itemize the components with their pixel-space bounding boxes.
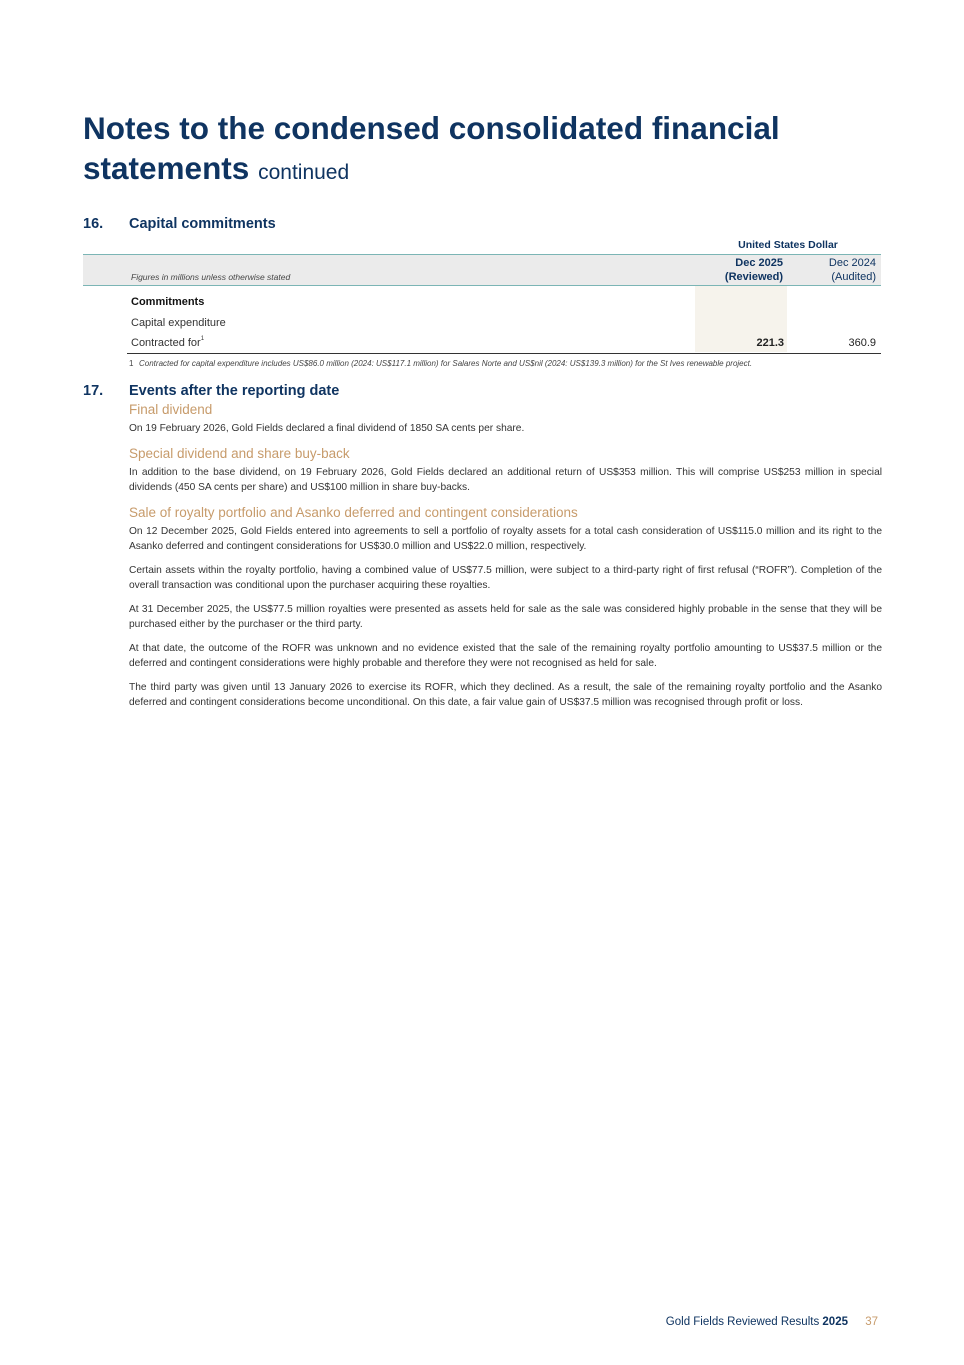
section-title: Events after the reporting date: [129, 383, 340, 399]
row-label: Capital expenditure: [131, 317, 226, 329]
subsection-heading: Sale of royalty portfolio and Asanko deferred and contingent considerations: [129, 505, 578, 520]
page-title: [83, 108, 903, 193]
paragraph: Certain assets within the royalty portfolio, having a combined value of US$77.5 million, were subject to a third-party right of first refusal (“ROFR”). Completion of the overall transaction was conditional upon the purchaser acquiring these royalties.: [129, 565, 882, 591]
column-header-line: Dec 2024: [828, 257, 876, 269]
subsection-heading: Special dividend and share buy-back: [129, 446, 350, 461]
paragraph: At 31 December 2025, the US$77.5 million royalties were presented as assets held for sale as the sale was considered highly probable in the sense that they will be purchased either by the purchaser or the third party.: [129, 604, 882, 630]
currency-header: United States Dollar: [738, 239, 838, 251]
column-header-line: Dec 2025: [735, 257, 783, 269]
paragraph: On 19 February 2026, Gold Fields declared a final dividend of 1850 SA cents per share.: [129, 423, 525, 434]
row-label-text: Contracted for: [131, 337, 201, 349]
table-header-row: [83, 254, 881, 286]
footnote-ref: 1: [200, 336, 205, 342]
page-title-text: Notes to the condensed consolidated financial statements: [83, 110, 780, 186]
subsection-heading: Final dividend: [129, 402, 213, 417]
value-dec-2025: 221.3: [756, 337, 784, 349]
column-header-line: (Audited): [831, 271, 876, 283]
page-number: 37: [865, 1316, 878, 1328]
section-number: 17.: [83, 383, 104, 399]
column-header-line: (Reviewed): [724, 271, 783, 283]
publication-year: 2025: [822, 1316, 848, 1328]
value-dec-2024: 360.9: [848, 337, 876, 349]
footnote-text: Contracted for capital expenditure includes US$86.0 million (2024: US$117.1 million) for Salares Norte and US$nil (2024: US$139.3 million) for the St Ives renewable project.: [139, 359, 753, 368]
table-row: [127, 292, 881, 312]
row-label: Commitments: [131, 296, 205, 308]
events-body: [129, 402, 882, 719]
table-row: [127, 333, 881, 354]
footnote-marker: 1: [129, 359, 134, 368]
paragraph: At that date, the outcome of the ROFR was unknown and no evidence existed that the sale of the remaining royalty portfolio amounting to US$37.5 million or the deferred and contingent considerations were highly probable and therefore they were not recognised as held for sale.: [129, 643, 882, 669]
section-number: 16.: [83, 216, 104, 232]
column-header-dec-2025: [695, 256, 783, 284]
paragraph: On 12 December 2025, Gold Fields entered into agreements to sell a portfolio of royalty assets for a total cash consideration of US$115.0 million and its right to the Asanko deferred and contingent considerations for US$30.0 million and US$22.0 million, respectively.: [129, 526, 882, 552]
continued-label: continued: [258, 161, 350, 184]
page-footer: [500, 1316, 878, 1328]
figures-note: Figures in millions unless otherwise stated: [131, 272, 291, 282]
table-footnote: [129, 359, 889, 368]
column-header-dec-2024: [787, 256, 876, 284]
table-row: [127, 313, 881, 333]
row-label: [131, 337, 204, 349]
paragraph: In addition to the base dividend, on 19 February 2026, Gold Fields declared an additional return of US$353 million. This will comprise US$253 million in special dividends (450 SA cents per share) and US$100 million in share buy-backs.: [129, 467, 882, 493]
publication-name: Gold Fields Reviewed Results: [665, 1316, 820, 1328]
section-title: Capital commitments: [129, 216, 276, 232]
paragraph: The third party was given until 13 January 2026 to exercise its ROFR, which they declined. As a result, the sale of the remaining royalty portfolio and the Asanko deferred and contingent considerations become unconditional. On this date, a fair value gain of US$37.5 million was recognised through profit or loss.: [129, 682, 882, 708]
